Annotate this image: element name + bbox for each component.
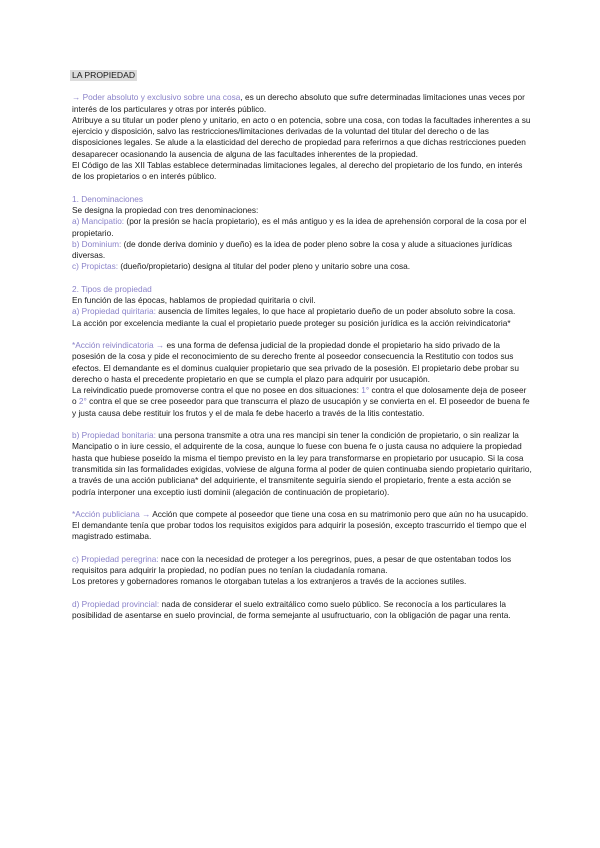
tipo-peregrina-tutelas: Los pretores y gobernadores romanos le otorgaban tutelas a los extranjeros a través de la acciones sutiles. — [72, 576, 467, 587]
intro-paragraph: → Poder absoluto y exclusivo sobre una cosa, es un derecho absoluto que sufre determinadas limitaciones unas veces por interés de los particulares y otras por interés público. — [72, 92, 525, 114]
tipo-quiritaria: a) Propiedad quiritaria: ausencia de límites legales, lo que hace al propietario dueño de un poder absoluto sobre la cosa. — [72, 306, 516, 317]
section-heading-tipos: 2. Tipos de propiedad — [72, 283, 152, 294]
denominaciones-intro: Se designa la propiedad con tres denominaciones: — [72, 204, 259, 215]
intro-xii-tablas: El Código de las XII Tablas establece determinadas limitaciones legales, al derecho del propietario de los fundo, en interés de los propietarios o en interés público. — [72, 160, 523, 182]
document-title: LA PROPIEDAD — [72, 70, 136, 80]
intro-attributes: Atribuye a su titular un poder pleno y unitario, en acto o en potencia, sobre una cosa, con todas la facultades inherentes a su ejercicio y disposición, salvo las restricciones/limitaciones derivadas de la voluntad del titular del derecho o de las disposiciones legales. Se alude a la elasticidad del derecho de propiedad para referirnos a que dichas restricciones pueden desaparecer ocasionando la ausencia de alguna de las facultades inherentes de la propiedad. — [72, 114, 531, 159]
reivindicatio-situaciones: La reivindicatio puede promoverse contra el que no posee en dos situaciones: 1° contra el que dolosamente deja de poseer o 2° contra el que se cree poseedor para que transcurra el plazo de usucapión y se convierta en el. El poseedor de buena fe y justa causa debe restituir los frutos y el de mala fe debe hacerlo a través de la litis contestatio. — [72, 385, 530, 418]
accion-publiciana: *Acción publiciana → Acción que compete al poseedor que tiene una cosa en su matrimonio pero que aún no ha usucapido. El demandante tenía que probar todos los requisitos exigidos para adquirir la posesión, excepto trascurrido el tiempo que el magistrado estimaba. — [72, 508, 529, 542]
intro-lead: → Poder absoluto y exclusivo sobre una cosa — [72, 92, 241, 103]
tipo-bonitaria: b) Propiedad bonitaria: una persona transmite a otra una res mancipi sin tener la condición de propietario, o sin realizar la Mancipatio o in iure cessio, el adquirente de la cosa, aunque lo fuese con buena fe o justa causa no adquiere la propiedad hasta que hubiese poseído la misma el tiempo previsto en la ley para transformarse en propietario por usucapio. Si la cosa transmitida sin las formalidades exigidas, volviese de alguna forma al poder de quien continuaba siendo propietario quiritario, a través de una acción publiciana* del adquiriente, el transmitente seguiría siendo el propietario, frente a esta acción se podría interponer una exceptio iusti dominii (alegación de continuación de propietario). — [72, 430, 532, 497]
tipo-peregrina: c) Propiedad peregrina: nace con la necesidad de proteger a los peregrinos, pues, a pesar de que ostentaban todos los requisitos para adquirir la propiedad, no podían pues no tenían la ciudadanía romana. — [72, 553, 512, 575]
denominacion-mancipatio: a) Mancipatio: (por la presión se hacía propietario), es el más antiguo y es la idea de aprehensión corporal de la cosa por el propietario. — [72, 216, 527, 238]
denominacion-dominium: b) Dominium: (de donde deriva dominio y dueño) es la idea de poder pleno sobre la cosa y alude a situaciones jurídicas diversas. — [72, 238, 513, 261]
tipo-quiritaria-accion: La acción por excelencia mediante la cual el propietario puede proteger su posición jurídica es la acción reivindicatoria* — [72, 317, 511, 328]
tipos-intro: En función de las épocas, hablamos de propiedad quiritaria o civil. — [72, 295, 316, 306]
denominacion-propictas: c) Propictas: (dueño/propietario) designa al titular del poder pleno y unitario sobre una cosa. — [72, 261, 411, 272]
accion-reivindicatoria: *Acción reivindicatoria → es una forma de defensa judicial de la propiedad donde el propietario ha sido privado de la posesión de la cosa y pide el reconocimiento de su derecho frente al poseedor consecuencia la Restitutio con todos sus efectos. El demandante es el dominus cualquier propietario que sea privado de la posesión. El propietario debe probar su derecho o hasta el precedente propietario en que se cumpla el plazo para adquirir por usucapión. — [72, 339, 519, 384]
tipo-provincial: d) Propiedad provincial: nada de considerar el suelo extraitálico como suelo público. Se reconocía a los particulares la posibilidad de asentarse en suelo provincial, de forma semejante al usufructuario, con la obligación de pagar una renta. — [72, 598, 511, 620]
document-page — [72, 70, 532, 621]
section-heading-denominaciones: 1. Denominaciones — [72, 193, 144, 204]
